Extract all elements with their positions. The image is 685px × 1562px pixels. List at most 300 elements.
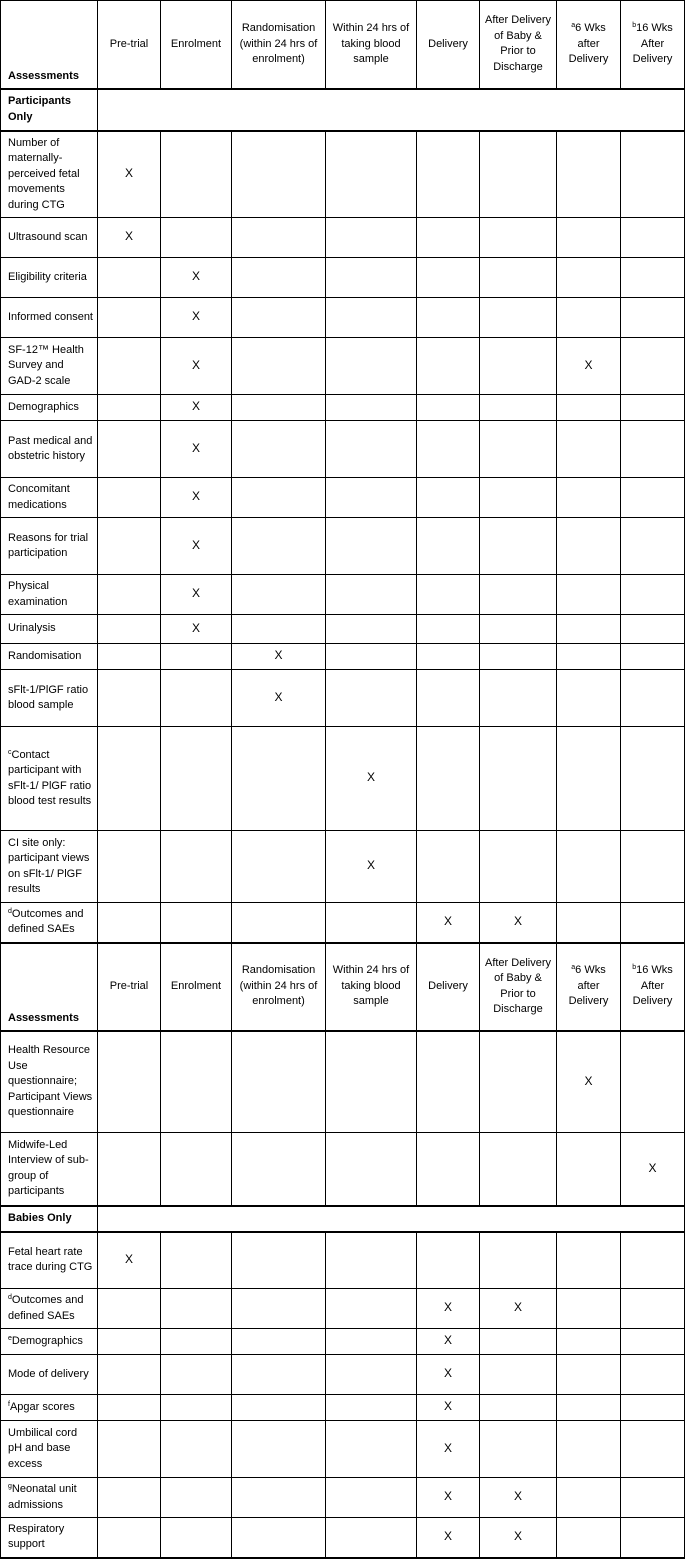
assessment-mark: X: [584, 1073, 593, 1088]
footnote-marker: e: [8, 1334, 12, 1342]
schedule-cell: [326, 218, 417, 258]
schedule-cell: [326, 1329, 417, 1355]
schedule-cell: [417, 1289, 480, 1329]
table-row: [1, 421, 685, 478]
column-header: [161, 1, 232, 89]
column-header-label: 16 Wks After Delivery: [632, 964, 673, 1008]
schedule-cell: [326, 727, 417, 831]
schedule-cell: [232, 1031, 326, 1133]
schedule-cell: [98, 831, 161, 903]
footnote-marker: f: [8, 1400, 10, 1408]
schedule-cell: [161, 1329, 232, 1355]
schedule-cell: [417, 1355, 480, 1395]
assessment-mark: X: [443, 1440, 452, 1455]
schedule-cell: [98, 1518, 161, 1558]
column-header-label: Enrolment: [170, 37, 222, 50]
assessment-label: [1, 1133, 98, 1206]
schedule-cell: [621, 218, 685, 258]
schedule-cell: [417, 1031, 480, 1133]
table-row: [1, 1133, 685, 1206]
assessment-label: [1, 670, 98, 727]
schedule-cell: [621, 670, 685, 727]
schedule-cell: [480, 1133, 557, 1206]
schedule-cell: [232, 518, 326, 575]
table-row: [1, 831, 685, 903]
schedule-cell: [161, 1232, 232, 1289]
schedule-cell: [161, 478, 232, 518]
schedule-cell: [98, 1232, 161, 1289]
schedule-cell: [326, 1421, 417, 1478]
schedule-cell: [326, 1478, 417, 1518]
schedule-cell: [98, 258, 161, 298]
schedule-cell: [417, 831, 480, 903]
schedule-cell: [557, 615, 621, 644]
schedule-cell: [232, 395, 326, 421]
schedule-cell: [621, 903, 685, 943]
table-row: [1, 395, 685, 421]
schedule-cell: [98, 1289, 161, 1329]
schedule-cell: [480, 1478, 557, 1518]
assessment-label: [1, 1355, 98, 1395]
footnote-marker: b: [632, 22, 637, 29]
schedule-cell: [621, 644, 685, 670]
schedule-cell: [621, 1232, 685, 1289]
assessment-label: [1, 395, 98, 421]
assessment-text: Concomitant medications: [8, 483, 70, 511]
column-header: [98, 943, 161, 1031]
schedule-cell: [480, 131, 557, 218]
column-header-label: Delivery: [428, 979, 468, 992]
assessment-mark: X: [443, 1333, 452, 1348]
schedule-cell: [480, 1421, 557, 1478]
schedule-cell: [480, 615, 557, 644]
schedule-cell: [232, 1421, 326, 1478]
assessments-header: Assessments: [1, 943, 98, 1031]
schedule-cell: [232, 1329, 326, 1355]
schedule-cell: [417, 727, 480, 831]
schedule-cell: [326, 644, 417, 670]
column-header: [557, 1, 621, 89]
schedule-cell: [326, 1355, 417, 1395]
schedule-cell: [326, 131, 417, 218]
schedule-cell: [557, 298, 621, 338]
table-row: [1, 727, 685, 831]
schedule-cell: [161, 218, 232, 258]
assessment-label: [1, 1518, 98, 1558]
assessment-mark: X: [513, 914, 522, 928]
assessment-mark: X: [191, 357, 200, 372]
assessment-mark: X: [124, 166, 133, 180]
assessment-mark: X: [443, 1529, 452, 1543]
schedule-cell: [417, 1421, 480, 1478]
schedule-cell: [98, 478, 161, 518]
column-header: [480, 1, 557, 89]
schedule-cell: [98, 1395, 161, 1421]
schedule-cell: [621, 338, 685, 395]
schedule-cell: [161, 421, 232, 478]
assessment-label: [1, 1421, 98, 1478]
schedule-cell: [326, 518, 417, 575]
assessment-label: [1, 615, 98, 644]
schedule-cell: [161, 575, 232, 615]
schedule-cell: [161, 518, 232, 575]
table-row: [1, 218, 685, 258]
header-row: [1, 1, 685, 89]
assessment-mark: X: [191, 537, 200, 552]
schedule-cell: [621, 1421, 685, 1478]
table-row: [1, 1329, 685, 1355]
assessment-text: Reasons for trial participation: [8, 531, 89, 559]
schedule-cell: [621, 1133, 685, 1206]
schedule-cell: [161, 1133, 232, 1206]
schedule-cell: [621, 1478, 685, 1518]
schedule-cell: [417, 1478, 480, 1518]
schedule-cell: [621, 131, 685, 218]
schedule-cell: [161, 1289, 232, 1329]
assessment-label: [1, 258, 98, 298]
assessment-label: [1, 478, 98, 518]
schedule-cell: [417, 1329, 480, 1355]
schedule-cell: [232, 1133, 326, 1206]
schedule-cell: [161, 395, 232, 421]
schedule-cell: [232, 1355, 326, 1395]
schedule-cell: [621, 1355, 685, 1395]
schedule-cell: [326, 395, 417, 421]
assessment-mark: X: [191, 269, 200, 284]
assessment-mark: X: [124, 229, 133, 244]
schedule-cell: [417, 258, 480, 298]
schedule-cell: [417, 615, 480, 644]
assessment-label: [1, 1395, 98, 1421]
schedule-cell: [326, 1031, 417, 1133]
table-row: [1, 1478, 685, 1518]
schedule-cell: [621, 395, 685, 421]
assessment-mark: X: [443, 914, 452, 928]
assessment-label: [1, 644, 98, 670]
schedule-cell: [232, 903, 326, 943]
schedule-cell: [98, 518, 161, 575]
schedule-cell: [417, 1232, 480, 1289]
schedule-cell: [232, 615, 326, 644]
column-header-label: 6 Wks after Delivery: [568, 22, 609, 65]
assessment-text: Outcomes and defined SAEs: [8, 1294, 84, 1322]
assessment-mark: X: [191, 440, 200, 455]
column-header: [161, 943, 232, 1031]
column-header-label: After Delivery of Baby & Prior to Discharge: [484, 956, 552, 1015]
schedule-cell: [480, 421, 557, 478]
schedule-cell: [557, 1355, 621, 1395]
assessment-label: [1, 1289, 98, 1329]
footnote-marker: a: [571, 964, 576, 972]
schedule-cell: [557, 338, 621, 395]
assessment-text: Contact participant with sFlt-1/ PlGF ratio blood test results: [8, 748, 92, 807]
table-row: [1, 298, 685, 338]
schedule-cell: [557, 1133, 621, 1206]
schedule-cell: [557, 518, 621, 575]
column-header: [326, 1, 417, 89]
schedule-cell: [621, 1289, 685, 1329]
schedule-cell: [326, 670, 417, 727]
header-row-repeat: [1, 943, 685, 1031]
section-title: Babies Only: [1, 1206, 98, 1232]
table-row: [1, 903, 685, 943]
schedule-cell: [232, 1395, 326, 1421]
schedule-cell: [161, 727, 232, 831]
schedule-cell: [232, 131, 326, 218]
schedule-cell: [621, 831, 685, 903]
schedule-cell: [232, 298, 326, 338]
schedule-cell: [621, 1031, 685, 1133]
schedule-cell: [557, 1031, 621, 1133]
assessment-mark: X: [274, 648, 283, 663]
schedule-cell: [161, 258, 232, 298]
schedule-cell: [480, 1355, 557, 1395]
column-header-label: Delivery: [428, 37, 468, 50]
schedule-cell: [417, 644, 480, 670]
assessment-text: Randomisation: [8, 649, 82, 662]
column-header-label: Enrolment: [170, 979, 222, 992]
schedule-cell: [557, 1421, 621, 1478]
schedule-cell: [557, 644, 621, 670]
schedule-cell: [232, 575, 326, 615]
schedule-cell: [557, 831, 621, 903]
schedule-cell: [98, 670, 161, 727]
assessment-mark: X: [191, 489, 200, 504]
schedule-cell: [557, 258, 621, 298]
schedule-cell: [480, 258, 557, 298]
schedule-cell: [480, 727, 557, 831]
assessment-text: Outcomes and defined SAEs: [8, 907, 84, 936]
schedule-cell: [326, 1133, 417, 1206]
assessment-mark: X: [648, 1160, 657, 1175]
schedule-cell: [621, 258, 685, 298]
section-spacer: [98, 89, 685, 131]
schedule-cell: [417, 131, 480, 218]
schedule-cell: [480, 218, 557, 258]
schedule-cell: [98, 338, 161, 395]
schedule-cell: [326, 575, 417, 615]
table-body: [1, 1, 685, 1558]
schedule-cell: [557, 575, 621, 615]
schedule-cell: [480, 1289, 557, 1329]
assessment-mark: X: [584, 357, 593, 372]
column-header-label: 16 Wks After Delivery: [632, 22, 673, 65]
schedule-cell: [417, 218, 480, 258]
assessment-text: Mode of delivery: [8, 1367, 89, 1380]
schedule-cell: [161, 644, 232, 670]
schedule-cell: [161, 131, 232, 218]
table-row: [1, 258, 685, 298]
schedule-cell: [326, 1289, 417, 1329]
schedule-cell: [480, 903, 557, 943]
schedule-cell: [480, 298, 557, 338]
schedule-cell: [232, 421, 326, 478]
schedule-cell: [557, 421, 621, 478]
assessment-label: [1, 831, 98, 903]
schedule-cell: [326, 258, 417, 298]
assessment-label: [1, 1031, 98, 1133]
assessment-mark: X: [191, 309, 200, 324]
schedule-cell: [98, 1031, 161, 1133]
assessment-text: Apgar scores: [9, 1400, 75, 1413]
schedule-cell: [417, 1518, 480, 1558]
section-row-participants: [1, 89, 685, 131]
schedule-cell: [557, 727, 621, 831]
assessment-label: [1, 421, 98, 478]
assessment-mark: X: [274, 689, 283, 704]
schedule-cell: [232, 218, 326, 258]
assessment-mark: X: [191, 399, 200, 414]
table-row: [1, 518, 685, 575]
table-row: [1, 1395, 685, 1421]
schedule-cell: [98, 395, 161, 421]
assessment-text: CI site only: participant views on sFlt-1/ PlGF results: [8, 836, 90, 895]
assessment-text: Fetal heart rate trace during CTG: [8, 1245, 93, 1274]
table-row: [1, 615, 685, 644]
assessment-text: Demographics: [11, 1334, 83, 1347]
schedule-cell: [621, 1329, 685, 1355]
schedule-cell: [557, 218, 621, 258]
schedule-cell: [98, 421, 161, 478]
assessment-label: [1, 903, 98, 943]
assessment-text: sFlt-1/PlGF ratio blood sample: [8, 683, 89, 711]
schedule-cell: [480, 1031, 557, 1133]
assessment-mark: X: [443, 1399, 452, 1414]
assessment-text: Respiratory support: [8, 1522, 65, 1551]
assessment-mark: X: [443, 1366, 452, 1381]
column-header: [417, 943, 480, 1031]
footnote-marker: a: [571, 22, 576, 29]
schedule-cell: [98, 903, 161, 943]
assessment-mark: X: [513, 1529, 522, 1543]
schedule-cell: [480, 478, 557, 518]
schedule-cell: [232, 644, 326, 670]
schedule-cell: [161, 831, 232, 903]
schedule-cell: [417, 421, 480, 478]
assessment-label: [1, 727, 98, 831]
schedule-cell: [326, 1395, 417, 1421]
column-header-label: Randomisation (within 24 hrs of enrolment): [239, 22, 318, 65]
assessment-mark: X: [191, 620, 200, 635]
footnote-marker: d: [8, 907, 12, 915]
schedule-cell: [326, 338, 417, 395]
schedule-cell: [480, 395, 557, 421]
table-row: [1, 1518, 685, 1558]
schedule-cell: [232, 1478, 326, 1518]
schedule-cell: [557, 395, 621, 421]
schedule-cell: [98, 298, 161, 338]
schedule-cell: [161, 1478, 232, 1518]
assessment-text: Health Resource Use questionnaire; Participant Views questionnaire: [8, 1044, 93, 1118]
assessment-text: Informed consent: [8, 310, 93, 323]
assessment-label: [1, 338, 98, 395]
schedule-cell: [480, 518, 557, 575]
schedule-cell: [161, 1395, 232, 1421]
assessment-label: [1, 1329, 98, 1355]
schedule-cell: [161, 1421, 232, 1478]
schedule-cell: [557, 1289, 621, 1329]
table-row: [1, 1289, 685, 1329]
table-row: [1, 1421, 685, 1478]
schedule-cell: [326, 615, 417, 644]
assessment-label: [1, 575, 98, 615]
table-row: [1, 478, 685, 518]
schedule-cell: [98, 1355, 161, 1395]
schedule-cell: [557, 1329, 621, 1355]
schedule-cell: [417, 903, 480, 943]
schedule-cell: [480, 831, 557, 903]
schedule-cell: [557, 903, 621, 943]
schedule-cell: [98, 575, 161, 615]
assessment-label: [1, 1232, 98, 1289]
schedule-cell: [161, 298, 232, 338]
schedule-cell: [326, 421, 417, 478]
schedule-cell: [480, 1329, 557, 1355]
schedule-cell: [232, 727, 326, 831]
schedule-cell: [417, 1133, 480, 1206]
schedule-cell: [557, 1478, 621, 1518]
schedule-cell: [98, 1421, 161, 1478]
schedule-cell: [161, 1355, 232, 1395]
schedule-cell: [480, 1232, 557, 1289]
schedule-cell: [480, 644, 557, 670]
schedule-cell: [557, 1232, 621, 1289]
schedule-cell: [98, 644, 161, 670]
footnote-marker: g: [8, 1483, 12, 1490]
schedule-cell: [621, 575, 685, 615]
column-header: [232, 943, 326, 1031]
assessment-text: Urinalysis: [8, 622, 56, 635]
footnote-marker: d: [8, 1294, 12, 1301]
column-header: [621, 1, 685, 89]
assessment-mark: X: [513, 1489, 522, 1504]
schedule-cell: [621, 478, 685, 518]
assessments-header: Assessments: [1, 1, 98, 89]
schedule-cell: [417, 338, 480, 395]
schedule-cell: [621, 727, 685, 831]
column-header-label: 6 Wks after Delivery: [568, 964, 609, 1008]
schedule-cell: [161, 1518, 232, 1558]
schedule-cell: [480, 670, 557, 727]
schedule-cell: [232, 258, 326, 298]
schedule-cell: [232, 338, 326, 395]
schedule-cell: [326, 1232, 417, 1289]
assessment-mark: X: [366, 858, 375, 873]
footnote-marker: c: [8, 748, 12, 756]
table-row: [1, 338, 685, 395]
schedule-cell: [621, 1518, 685, 1558]
schedule-cell: [161, 903, 232, 943]
schedule-cell: [621, 518, 685, 575]
assessment-text: Number of maternally-perceived fetal movements during CTG: [8, 136, 80, 211]
table-row: [1, 131, 685, 218]
assessment-mark: X: [443, 1300, 452, 1315]
schedule-cell: [161, 338, 232, 395]
schedule-cell: [232, 831, 326, 903]
table-row: [1, 670, 685, 727]
schedule-cell: [232, 1289, 326, 1329]
schedule-cell: [417, 575, 480, 615]
schedule-cell: [98, 1478, 161, 1518]
column-header: [326, 943, 417, 1031]
assessment-text: Physical examination: [8, 580, 68, 608]
schedule-cell: [417, 478, 480, 518]
schedule-cell: [621, 298, 685, 338]
assessment-text: Demographics: [8, 400, 79, 413]
schedule-cell: [621, 1395, 685, 1421]
assessment-text: Ultrasound scan: [8, 230, 88, 243]
schedule-cell: [417, 395, 480, 421]
